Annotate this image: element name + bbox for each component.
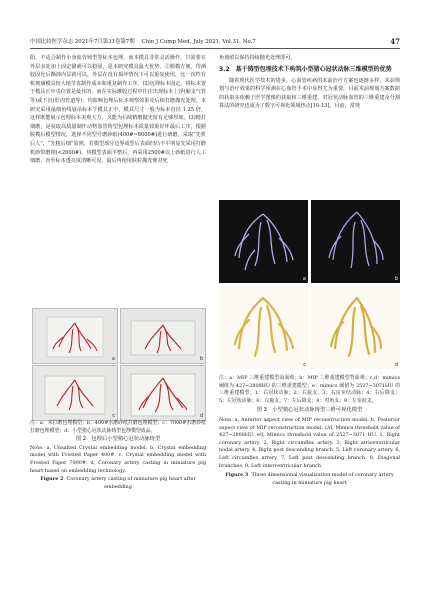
- right-column: [219, 54, 400, 111]
- page-number: 47: [390, 37, 400, 46]
- journal-name-cn: 中国比较医学杂志 2021年7月第31卷第7期: [30, 39, 135, 45]
- figure-2-panel-c: [32, 365, 118, 421]
- panel-label: a: [111, 356, 115, 362]
- panel-label: a: [302, 276, 306, 282]
- mip-render-image: [311, 200, 400, 283]
- figure-3-panel-d: [311, 286, 400, 369]
- resin-block-image: [121, 366, 205, 420]
- figure-3-panel-a: [219, 200, 308, 283]
- resin-block-image: [33, 366, 117, 420]
- figure-3-label-en: Figure 3: [225, 472, 249, 479]
- figure-3-title-en: Three dimensional visualization model of coronary artery casting in miniature pig heart: [251, 472, 394, 486]
- figure-3-note-en: Note. a, Anterior aspect view of MIP reconstruction model. b, Posterior aspect view of MIP reconstruction model. c/d, Mimics threshold value of 427~2808HU. e/f, Mimics threshold value of 2527~3071 HU. 1, Right coronary artery. 2, Right circumflex artery. 3, Right atrioventricular nodal artery. 4, Right post descending branch. 5, Left coronary artery. 6, Left circumflex artery. 7, Left post descending branch. 8, Diagonal branches. 9, Left interventricular branch.: [219, 416, 400, 469]
- panel-label: c: [303, 362, 306, 368]
- figure-3-panel-c: [219, 286, 308, 369]
- panel-label: d: [394, 362, 398, 368]
- journal-header-text: [30, 36, 256, 48]
- figure-2-title-en: Coronary artery casting of miniature pig heart after embedding: [66, 476, 196, 490]
- journal-name-en: Chin J Comp Med, July 2021, Vol.31, No.7: [141, 39, 256, 45]
- figure-2-caption: [30, 420, 206, 491]
- panel-label: c: [112, 413, 115, 419]
- figure-2-caption-cn: 图 2 包埋后小型猪心冠状动脉铸型: [75, 436, 161, 443]
- panel-label: d: [199, 413, 203, 419]
- resin-block-image: [121, 309, 205, 363]
- figure-2-note-en: Note. a, Unsalted Crystal embedding model. b, Crystal embedding model with Frosted Paper 400#. c, Crystal embedding model with Frosted Paper 7000#. d, Coronary artery casting in miniature pig heart based on embedding technology.: [30, 444, 206, 474]
- left-column: [30, 54, 206, 166]
- figure-2-panel-b: [120, 308, 206, 364]
- figure-3-panel-b: [311, 200, 400, 283]
- figure-3-note-cn: 注：a：MIP 三维重建模型前面观；b：MIP 三维重建模型背面观；c,d：mimics 阈值为 427~2808HU 的三维重建模型；e：mimics 阈值为 2527~3071HU 的三维重建模型。1：右冠状动脉；2：右旋支；3：右房室结动脉；4：右后降支；5：左冠状动脉；6：左旋支；7：左后降支；8：对角支；9：左室间支。: [219, 375, 400, 404]
- panel-label: b: [394, 276, 398, 282]
- body-paragraph: 角划痕以保持持续抛光处理即可。: [219, 55, 296, 61]
- body-paragraph: 随着现代医学技术的进步，心血管疾病的术前治疗方案也逐渐多样，术前规划与治疗效果的科学预测在心血管手术中显得尤为重要，目前术前规划方案数据的获取多依赖于医学图像的获取和三维重建，对冠状动脉血管的三维重建及分割算法的研究也成为了数字可视化领域热点[10-13]。目前，常规: [219, 77, 400, 110]
- figure-3-caption-en: [219, 472, 400, 487]
- figure-2-panel-a: [32, 308, 118, 364]
- resin-block-image: [33, 309, 117, 363]
- figure-3-caption-cn: 图 3 小型猪心冠状动脉铸型三维可视化模型: [256, 407, 363, 414]
- figure-2-panel-d: [120, 365, 206, 421]
- 3d-reconstruction-image: [311, 286, 400, 369]
- running-header: [30, 36, 400, 49]
- mip-render-image: [219, 200, 308, 283]
- figure-3-caption: [219, 375, 400, 487]
- figure-3: [219, 200, 400, 370]
- figure-2-caption-en: [30, 476, 206, 491]
- section-heading: 3.2 基于铸型包埋技术下构筑小型猪心冠状动脉三维模型的优势: [219, 65, 392, 73]
- body-paragraph: 阳，不适合制作小身血管铸型等标本包埋，而本模具非常灵活操作，只需要在外层多处加上固定锚就可以稳固，是本研究模具最大优势。⑤脱模方便，待测胶固化后撕掉内层就可以，外层在没有损坏情况下可以重复使用，比一次性有机玻璃模具较大地节省制作成本和重复制作工序。(2)包埋标本固定，将标本置于模具正中央位置是最佳的，而在实际灌胶过程中往往出现标本上浮(肺支气管等)或下沉(肝内管道等)，均影响包埋后标本观察效果及后续打磨抛光处理。本研究采用最细鱼线悬吊标本于模具正中，模具尺寸一般为标本直径 1.25 倍，这样既能展示包埋标本美观大方，又能为后续精磨抛光留有足够厚度。(3)精打细磨，是获取高质量制作动物血管铸型包埋标本质量效果好坏最后工序，根据脱模后模型情况，选择不同型号磨砂纸(400#~8000#)进行研磨，采取“先机后人”、“先粗后细”原则，若模型部分边界成型后表面凹凸不平明显先采用打磨机砂带磨削(<2000#)，待模型表面平整后，再采用2500#以上砂纸进行人工细磨，直至标本透亮度清晰可见，最后再使用肤粒抛光膏对死: [30, 55, 206, 165]
- panel-label: b: [199, 356, 203, 362]
- 3d-reconstruction-image: [219, 286, 308, 369]
- figure-2-label-en: Figure 2: [40, 476, 64, 483]
- figure-2-note-cn: 注：a：未打磨包埋模型；b：400#水磨砂纸打磨包埋模型；c：7000#水磨砂纸打磨包埋模型；d：小型猪心冠状动脉铸型包埋模型成品。: [30, 420, 206, 434]
